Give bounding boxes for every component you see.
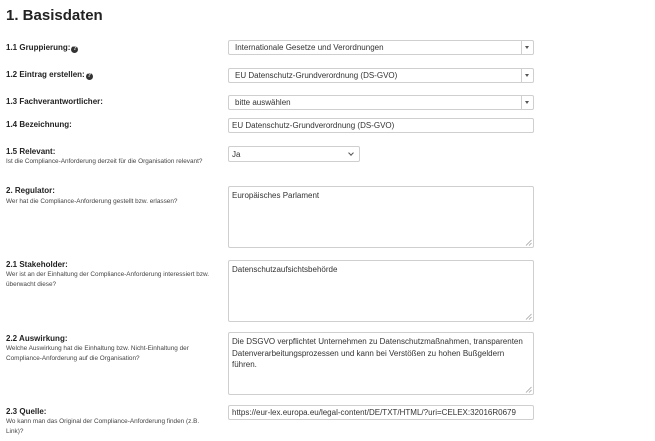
resize-grip-icon[interactable] [525, 313, 532, 320]
relevant-description: Ist die Compliance-Anforderung derzeit für die Organisation relevant? [6, 158, 203, 165]
gruppierung-value: Internationale Gesetze und Verordnungen [235, 43, 384, 52]
bezeichnung-input[interactable] [228, 118, 534, 133]
dropdown-button[interactable] [521, 69, 533, 82]
relevant-value: Ja [232, 150, 241, 159]
gruppierung-select[interactable] [228, 40, 534, 55]
caret-down-icon [525, 101, 529, 104]
auswirkung-value: Die DSGVO verpflichtet Unternehmen zu Datenschutzmaßnahmen, transparenten Datenverarbeitungsprozessen und kann bei Verstößen zu hohen Bußgeldern führen. [232, 337, 523, 369]
gruppierung-label: 1.1 Gruppierung: ? [6, 43, 77, 52]
auswirkung-textarea[interactable] [228, 332, 534, 395]
page-title: 1. Basisdaten [6, 7, 103, 24]
caret-down-icon [525, 46, 529, 49]
quelle-description: Wo kann man das Original der Compliance-Anforderung finden (z.B. Link)? [6, 418, 200, 435]
stakeholder-textarea[interactable] [228, 260, 534, 322]
quelle-input[interactable] [228, 405, 534, 420]
auswirkung-description: Welche Auswirkung hat die Einhaltung bzw. Nicht-Einhaltung der Compliance-Anforderung auf die Organisation? [6, 345, 189, 362]
relevant-label: 1.5 Relevant: [6, 147, 56, 156]
fachverantwortlicher-label: 1.3 Fachverantwortlicher: [6, 97, 103, 106]
stakeholder-value: Datenschutzaufsichtsbehörde [232, 265, 338, 274]
caret-down-icon [525, 74, 529, 77]
regulator-label: 2. Regulator: [6, 186, 55, 195]
help-icon[interactable]: ? [87, 73, 92, 79]
stakeholder-description: Wer ist an der Einhaltung der Compliance-Anforderung interessiert bzw. überwacht diese? [6, 271, 210, 288]
dropdown-button[interactable] [521, 41, 533, 54]
quelle-label: 2.3 Quelle: [6, 407, 47, 416]
chevron-down-icon [348, 150, 354, 156]
fachverantwortlicher-select[interactable] [228, 95, 534, 110]
dropdown-button[interactable] [521, 96, 533, 109]
regulator-description: Wer hat die Compliance-Anforderung gestellt bzw. erlassen? [6, 198, 178, 205]
bezeichnung-label: 1.4 Bezeichnung: [6, 120, 72, 129]
relevant-select[interactable] [228, 146, 360, 162]
help-icon[interactable]: ? [73, 46, 77, 52]
stakeholder-label: 2.1 Stakeholder: [6, 260, 68, 269]
regulator-textarea[interactable] [228, 186, 534, 248]
fachverantwortlicher-value: bitte auswählen [235, 98, 291, 107]
auswirkung-label: 2.2 Auswirkung: [6, 334, 68, 343]
regulator-value: Europäisches Parlament [232, 191, 320, 200]
resize-grip-icon[interactable] [525, 239, 532, 246]
quelle-value: https://eur-lex.europa.eu/legal-content/DE/TXT/HTML/?uri=CELEX:32016R0679 [232, 408, 516, 417]
resize-grip-icon[interactable] [525, 386, 532, 393]
eintrag-select[interactable] [228, 68, 534, 83]
bezeichnung-value: EU Datenschutz-Grundverordnung (DS-GVO) [232, 121, 395, 130]
eintrag-value: EU Datenschutz-Grundverordnung (DS-GVO) [235, 71, 398, 80]
eintrag-label: 1.2 Eintrag erstellen: ? [6, 70, 92, 79]
